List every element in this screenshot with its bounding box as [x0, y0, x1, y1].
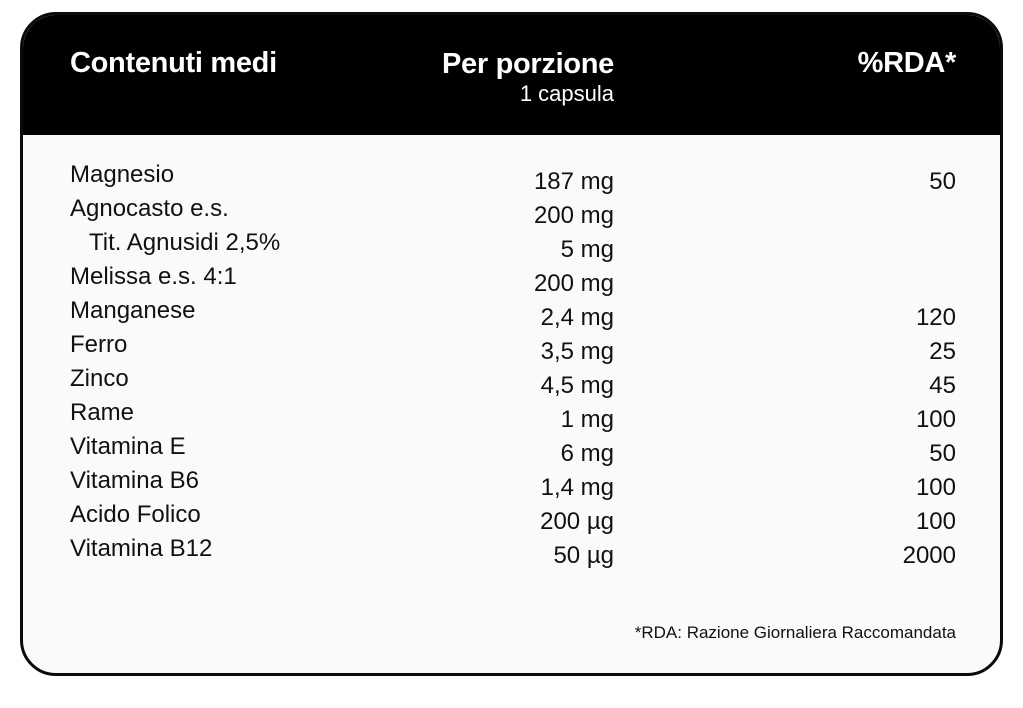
table-row — [23, 263, 1000, 297]
table-body — [23, 161, 1000, 569]
ingredient-name: Ferro — [70, 331, 128, 358]
ingredient-name: Acido Folico — [70, 501, 201, 528]
table-row — [23, 433, 1000, 467]
ingredient-amount: 5 mg — [560, 236, 614, 263]
table-row — [23, 399, 1000, 433]
ingredient-rda: 100 — [915, 474, 956, 501]
nutrition-table-card — [20, 12, 1003, 676]
ingredient-rda: 25 — [929, 338, 956, 365]
ingredient-amount: 2,4 mg — [540, 304, 614, 331]
header-rda-label: %RDA* — [857, 47, 956, 79]
ingredient-rda: 100 — [915, 508, 956, 535]
table-row — [23, 331, 1000, 365]
table-row — [23, 195, 1000, 229]
header-per-serving-label: Per porzione — [441, 48, 614, 80]
ingredient-amount: 3,5 mg — [540, 338, 614, 365]
ingredient-rda: 50 — [929, 440, 956, 467]
table-row — [23, 161, 1000, 195]
ingredient-rda: 2000 — [902, 542, 956, 569]
ingredient-amount: 200 µg — [540, 508, 614, 535]
ingredient-rda: 100 — [915, 406, 956, 433]
table-row — [23, 501, 1000, 535]
ingredient-name: Vitamina B12 — [70, 535, 213, 562]
ingredient-amount: 187 mg — [533, 168, 614, 195]
ingredient-name: Agnocasto e.s. — [70, 195, 229, 222]
header-per-serving — [442, 47, 614, 107]
ingredient-name: Rame — [70, 399, 135, 426]
ingredient-name: Manganese — [70, 297, 196, 324]
table-row — [23, 535, 1000, 569]
ingredient-name: Melissa e.s. 4:1 — [70, 263, 237, 290]
ingredient-name: Vitamina B6 — [70, 467, 199, 494]
ingredient-name: Zinco — [70, 365, 129, 392]
ingredient-amount: 6 mg — [560, 440, 614, 467]
ingredient-amount: 1,4 mg — [540, 474, 614, 501]
ingredient-rda: 50 — [929, 168, 956, 195]
ingredient-name: Magnesio — [70, 161, 175, 188]
table-row — [23, 467, 1000, 501]
table-row — [23, 229, 1000, 263]
ingredient-name: Tit. Agnusidi 2,5% — [89, 229, 281, 256]
ingredient-amount: 200 mg — [533, 270, 614, 297]
ingredient-rda: 120 — [915, 304, 956, 331]
header-serving-size: 1 capsula — [519, 81, 614, 106]
table-header — [23, 15, 1000, 135]
header-contents-label: Contenuti medi — [70, 47, 277, 79]
ingredient-amount: 1 mg — [560, 406, 614, 433]
table-row — [23, 297, 1000, 331]
ingredient-amount: 50 µg — [553, 542, 614, 569]
ingredient-amount: 200 mg — [533, 202, 614, 229]
ingredient-name: Vitamina E — [70, 433, 186, 460]
table-row — [23, 365, 1000, 399]
ingredient-rda: 45 — [929, 372, 956, 399]
ingredient-amount: 4,5 mg — [540, 372, 614, 399]
rda-footnote: *RDA: Razione Giornaliera Raccomandata — [634, 623, 956, 642]
